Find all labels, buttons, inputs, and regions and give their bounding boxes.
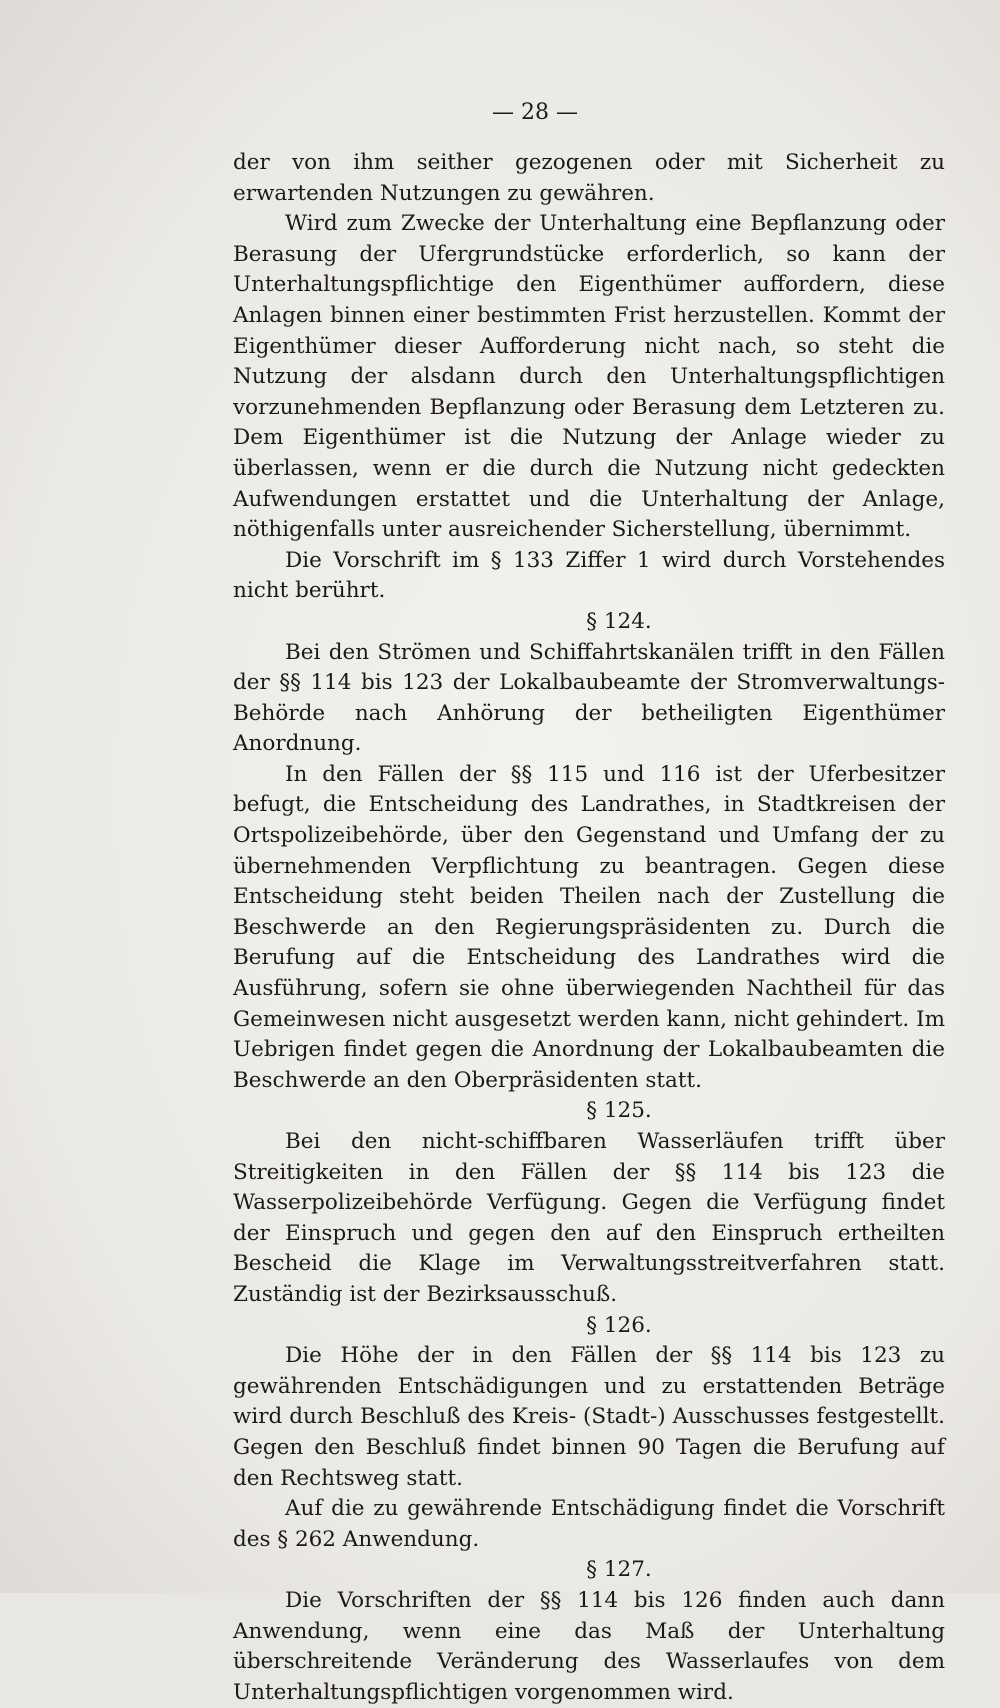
paragraph: Die Vorschriften der §§ 114 bis 126 finden auch dann Anwendung, wenn eine das Maß der Unterhaltung überschreitende Veränderung des Wasserlaufes von dem Unterhaltungspflichtigen vorgenommen wird. <box>233 1587 945 1705</box>
paragraph: Wird zum Zwecke der Unterhaltung eine Bepflanzung oder Berasung der Ufergrundstücke erforderlich, so kann der Unterhaltungspflichtige den Eigenthümer auffordern, diese Anlagen binnen einer bestimmten Frist herzustellen. Kommt der Eigenthümer dieser Aufforderung nicht nach, so steht die Nutzung der alsdann durch den Unterhaltungspflichtigen vorzunehmenden Bepflanzung oder Berasung dem Letzteren zu. Dem Eigenthümer ist die Nutzung der Anlage wieder zu überlassen, wenn er die durch die Nutzung nicht gedeckten Aufwendungen erstattet und die Unterhaltung der Anlage, nöthigenfalls unter ausreichender Sicherstellung, übernimmt. <box>233 211 945 543</box>
page-number: — 28 — <box>492 100 578 125</box>
section-heading: § 126. <box>586 1312 652 1338</box>
paragraph: Bei den nicht-schiffbaren Wasserläufen trifft über Streitigkeiten in den Fällen der §§ 114 bis 123 die Wasserpolizeibehörde Verfügung. Gegen die Verfügung findet der Einspruch und gegen den auf den Einspruch ertheilten Bescheid die Klage im Verwaltungsstreitverfahren statt. Zuständig ist der Bezirksausschuß. <box>233 1129 945 1307</box>
paragraph: Die Vorschrift im § 133 Ziffer 1 wird durch Vorstehendes nicht berührt. <box>233 547 945 604</box>
section-heading: § 124. <box>586 608 652 634</box>
paragraph: der von ihm seither gezogenen oder mit Sicherheit zu erwartenden Nutzungen zu gewähren. <box>233 150 945 206</box>
paragraph: Auf die zu gewährende Entschädigung findet die Vorschrift des § 262 Anwendung. <box>233 1496 945 1552</box>
section-heading: § 127. <box>586 1557 652 1583</box>
body-text <box>233 148 945 1708</box>
paragraph: In den Fällen der §§ 115 und 116 ist der Uferbesitzer befugt, die Entscheidung des Landrathes, in Stadtkreisen der Ortspolizeibehörde, über den Gegenstand und Umfang der zu übernehmenden Verpflichtung zu beantragen. Gegen diese Entscheidung steht beiden Theilen nach der Zustellung die Beschwerde an den Regierungspräsidenten zu. Durch die Berufung auf die Entscheidung des Landrathes wird die Ausführung, sofern sie ohne überwiegenden Nachtheil für das Gemeinwesen nicht ausgesetzt werden kann, nicht gehindert. Im Uebrigen findet gegen die Anordnung der Lokalbaubeamten die Beschwerde an den Oberpräsidenten statt. <box>233 761 945 1093</box>
section-heading: § 125. <box>586 1098 652 1124</box>
paragraph: Bei den Strömen und Schiffahrtskanälen trifft in den Fällen der §§ 114 bis 123 der Lokalbaubeamte der Stromverwaltungs-Behörde nach Anhörung der betheiligten Eigenthümer Anordnung. <box>233 639 945 757</box>
paragraph: Die Höhe der in den Fällen der §§ 114 bis 123 zu gewährenden Entschädigungen und zu erstattenden Beträge wird durch Beschluß des Kreis- (Stadt-) Ausschusses festgestellt. Gegen den Beschluß findet binnen 90 Tagen die Berufung auf den Rechtsweg statt. <box>233 1343 945 1491</box>
